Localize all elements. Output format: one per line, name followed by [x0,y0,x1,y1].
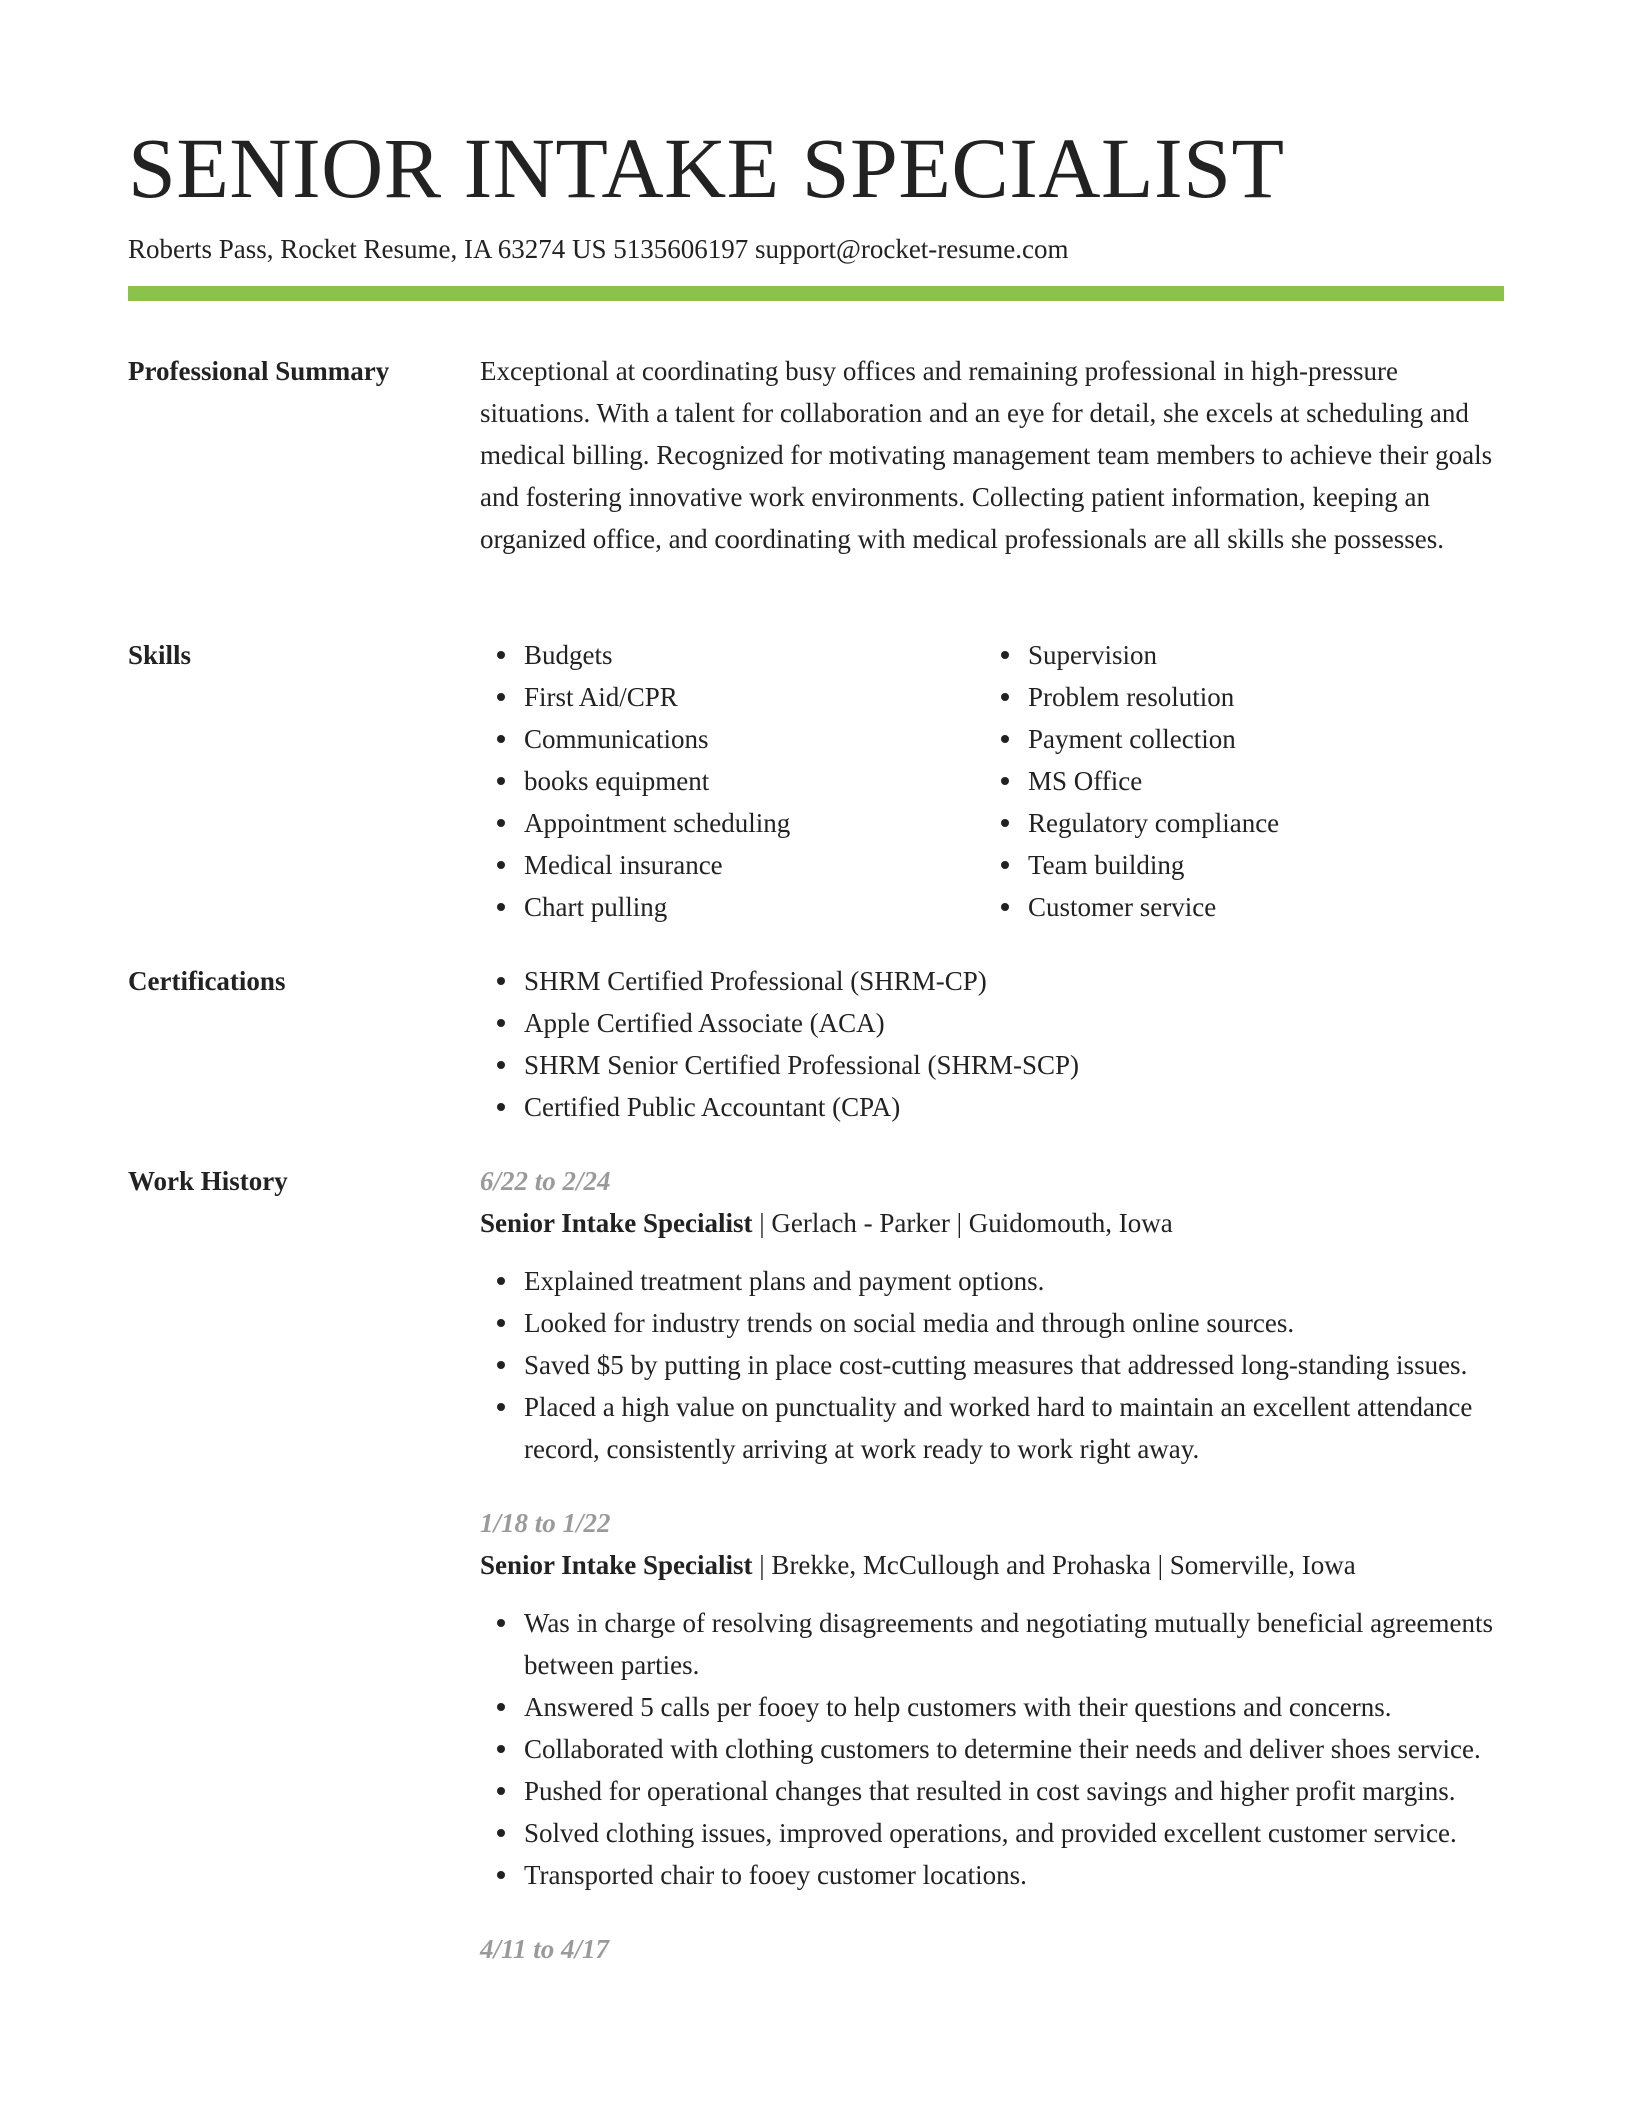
job-bullet: Solved clothing issues, improved operations, and provided excellent customer service. [524,1812,1504,1854]
summary-heading: Professional Summary [128,356,390,386]
job-heading [480,1544,1504,1586]
skill-item: Problem resolution [1028,676,1488,718]
summary-text: Exceptional at coordinating busy offices and remaining professional in high-pressure situations. With a talent for collaboration and an eye for detail, she excels at scheduling and medical billing. Recognized for motivating management team members to achieve their goals and fostering innovative work environments. Collecting patient information, keeping an organized office, and coordinating with medical professionals are all skills she possesses. [480,356,1493,554]
job-bullet: Answered 5 calls per fooey to help customers with their questions and concerns. [524,1686,1504,1728]
skill-item: Customer service [1028,886,1488,928]
certification-item: Apple Certified Associate (ACA) [524,1002,1504,1044]
job-bullet: Transported chair to fooey customer locations. [524,1854,1504,1896]
job-bullet: Collaborated with clothing customers to determine their needs and deliver shoes service. [524,1728,1504,1770]
skill-item: Payment collection [1028,718,1488,760]
job-title: Senior Intake Specialist [480,1550,753,1580]
skills-heading: Skills [128,640,192,670]
certification-item: SHRM Senior Certified Professional (SHRM-SCP) [524,1044,1504,1086]
skills-column-left [480,634,984,928]
job-dates: 6/22 to 2/24 [480,1166,611,1196]
job-bullet: Explained treatment plans and payment options. [524,1260,1504,1302]
skill-item: Team building [1028,844,1488,886]
skill-item: Supervision [1028,634,1488,676]
work-history-heading: Work History [128,1166,288,1196]
job-dates: 4/11 to 4/17 [480,1934,610,1964]
job-entry [480,1160,1504,1470]
job-entry [480,1502,1504,1896]
job-bullet: Placed a high value on punctuality and worked hard to maintain an excellent attendance record, consistently arriving at work ready to work right away. [524,1386,1504,1470]
job-title: Senior Intake Specialist [480,1208,753,1238]
job-heading [480,1202,1504,1244]
accent-divider [128,286,1504,301]
skill-item: books equipment [524,760,984,802]
skill-item: Chart pulling [524,886,984,928]
certification-item: SHRM Certified Professional (SHRM-CP) [524,960,1504,1002]
skill-item: First Aid/CPR [524,676,984,718]
job-bullet: Saved $5 by putting in place cost-cutting measures that addressed long-standing issues. [524,1344,1504,1386]
certification-item: Certified Public Accountant (CPA) [524,1086,1504,1128]
job-bullet: Looked for industry trends on social media and through online sources. [524,1302,1504,1344]
job-bullet: Was in charge of resolving disagreements and negotiating mutually beneficial agreements between parties. [524,1602,1504,1686]
skill-item: Regulatory compliance [1028,802,1488,844]
job-employer-location: | Brekke, McCullough and Prohaska | Somerville, Iowa [752,1550,1356,1580]
skill-item: MS Office [1028,760,1488,802]
job-entry [480,1928,1504,1970]
skills-column-right [984,634,1488,928]
skill-item: Communications [524,718,984,760]
skill-item: Budgets [524,634,984,676]
job-bullet: Pushed for operational changes that resulted in cost savings and higher profit margins. [524,1770,1504,1812]
skill-item: Medical insurance [524,844,984,886]
job-dates: 1/18 to 1/22 [480,1508,611,1538]
resume-title: SENIOR INTAKE SPECIALIST [128,120,1285,216]
skill-item: Appointment scheduling [524,802,984,844]
certifications-heading: Certifications [128,966,286,996]
contact-line: Roberts Pass, Rocket Resume, IA 63274 US 5135606197 support@rocket-resume.com [128,234,1069,264]
job-employer-location: | Gerlach - Parker | Guidomouth, Iowa [752,1208,1173,1238]
